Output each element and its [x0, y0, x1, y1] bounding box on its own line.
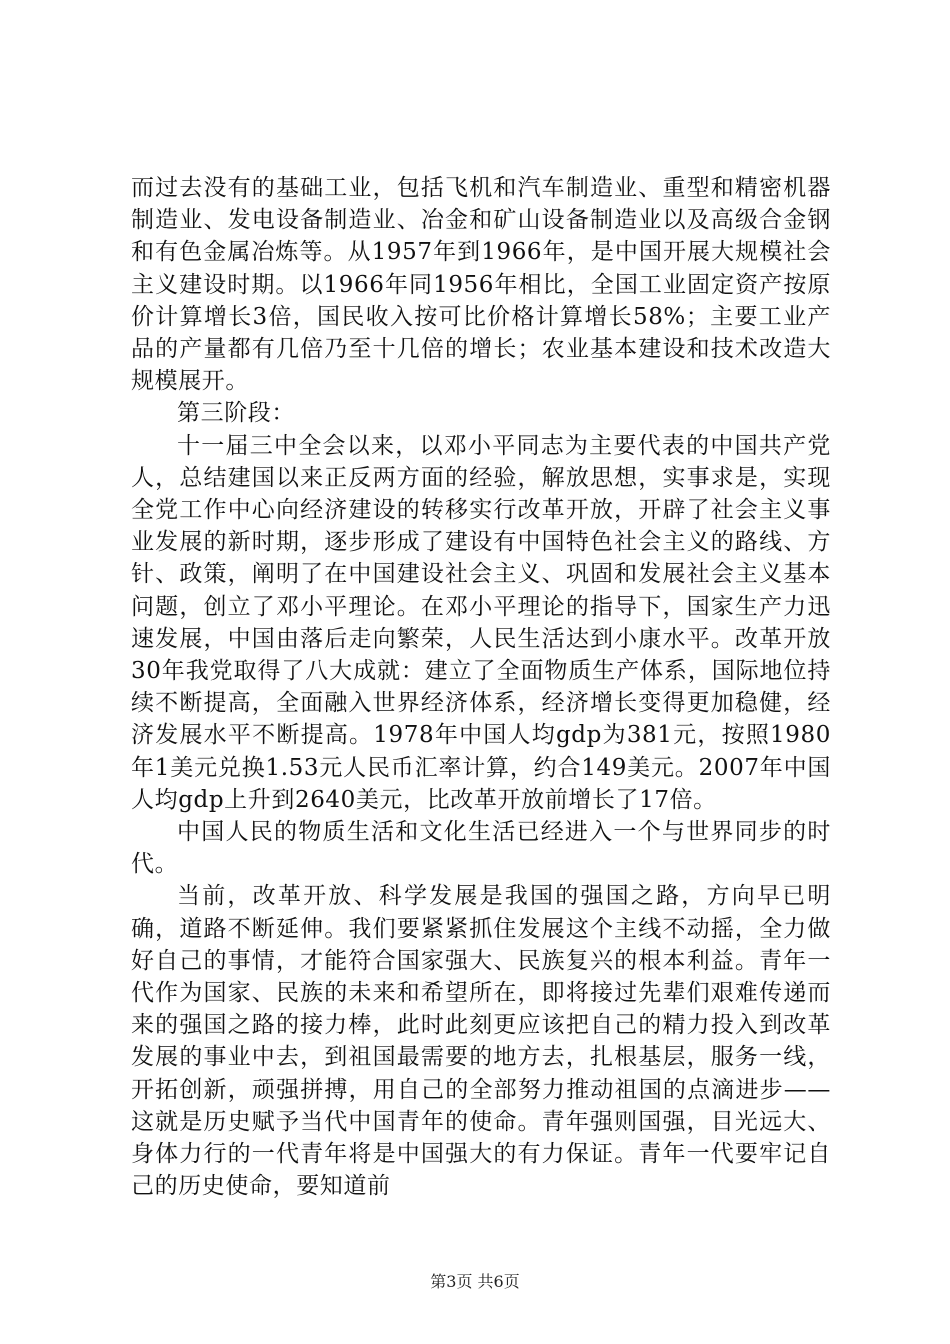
paragraph-industry-history: 而过去没有的基础工业，包括飞机和汽车制造业、重型和精密机器制造业、发电设备制造业、冶金和矿山设备制造业以及高级合金钢和有色金属冶炼等。从1957年到1966年，是中国开展大规模社会主义建设时期。以1966年同1956年相比，全国工业固定资产按原价计算增长3倍，国民收入按可比价格计算增长58%；主要工业产品的产量都有几倍乃至十几倍的增长；农业基本建设和技术改造大规模展开。: [131, 175, 831, 395]
paragraph-material-life: 中国人民的物质生活和文化生活已经进入一个与世界同步的时代。: [131, 819, 831, 878]
body-text: [131, 172, 831, 1203]
paragraph-third-stage-heading: 第三阶段：: [177, 400, 295, 427]
paragraph-reform-opening: 十一届三中全会以来，以邓小平同志为主要代表的中国共产党人，总结建国以来正反两方面的经验，解放思想，实事求是，实现全党工作中心向经济建设的转移实行改革开放，开辟了社会主义事业发展的新时期，逐步形成了建设有中国特色社会主义的路线、方针、政策，阐明了在中国建设社会主义、巩固和发展社会主义基本问题，创立了邓小平理论。在邓小平理论的指导下，国家生产力迅速发展，中国由落后走向繁荣，人民生活达到小康水平。改革开放30年我党取得了八大成就：建立了全面物质生产体系，国际地位持续不断提高，全面融入世界经济体系，经济增长变得更加稳健，经济发展水平不断提高。1978年中国人均gdp为381元，按照1980年1美元兑换1.53元人民币汇率计算，约合149美元。2007年中国人均gdp上升到2640美元，比改革开放前增长了17倍。: [131, 432, 831, 813]
page-footer: 第3页 共6页: [430, 1272, 520, 1291]
paragraph-youth-mission: 当前，改革开放、科学发展是我国的强国之路，方向早已明确，道路不断延伸。我们要紧紧抓住发展这个主线不动摇，全力做好自己的事情，才能符合国家强大、民族复兴的根本利益。青年一代作为国家、民族的未来和希望所在，即将接过先辈们艰难传递而来的强国之路的接力棒，此时此刻更应该把自己的精力投入到改革发展的事业中去，到祖国最需要的地方去，扎根基层，服务一线，开拓创新，顽强拼搏，用自己的全部努力推动祖国的点滴进步——这就是历史赋予当代中国青年的使命。青年强则国强，目光远大、身体力行的一代青年将是中国强大的有力保证。青年一代要牢记自己的历史使命，要知道前: [131, 883, 831, 1200]
